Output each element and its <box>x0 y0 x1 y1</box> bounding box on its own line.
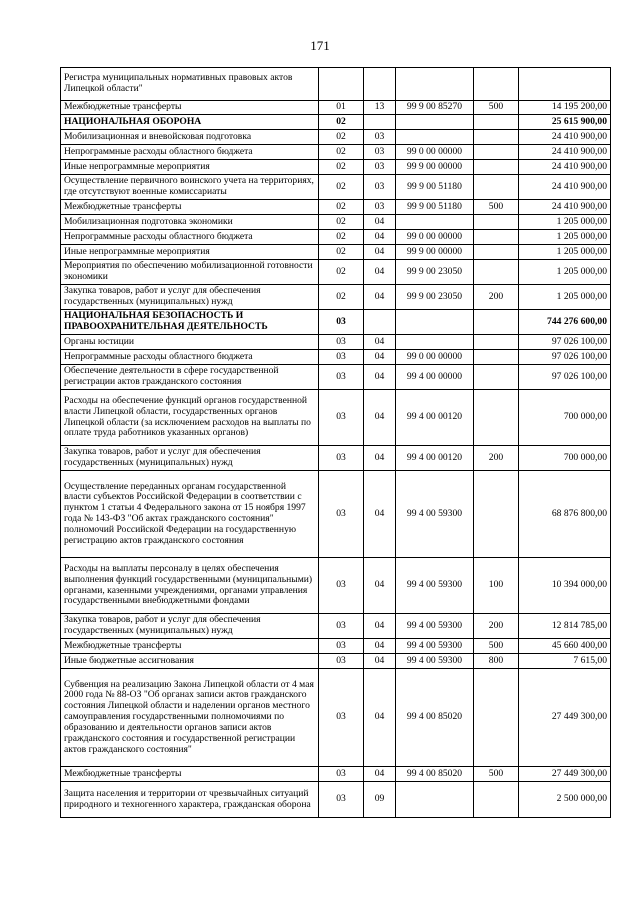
cell-expense-type <box>474 335 519 350</box>
cell-expense-type <box>474 230 519 245</box>
cell-target-article: 99 4 00 59300 <box>396 654 474 669</box>
cell-expense-type: 500 <box>474 639 519 654</box>
cell-subsection: 04 <box>364 471 396 558</box>
cell-subsection: 04 <box>364 215 396 230</box>
cell-amount <box>519 68 611 101</box>
table-row <box>61 130 611 145</box>
cell-section: 03 <box>319 446 364 471</box>
table-row <box>61 446 611 471</box>
cell-section: 01 <box>319 101 364 115</box>
cell-section: 02 <box>319 115 364 130</box>
cell-expense-type <box>474 245 519 260</box>
cell-section: 03 <box>319 558 364 614</box>
cell-section: 03 <box>319 767 364 782</box>
cell-amount: 700 000,00 <box>519 446 611 471</box>
table-row <box>61 335 611 350</box>
cell-section: 03 <box>319 471 364 558</box>
cell-name: Осуществление переданных органам государственной власти субъектов Российской Федерации в соответствии с пунктом 1 статьи 4 Федерального закона от 15 ноября 1997 года № 143-ФЗ "Об актах гражданского состояния" полномочий Российской Федерации на государственную регистрацию актов гражданского состояния <box>61 471 319 558</box>
cell-amount: 1 205 000,00 <box>519 260 611 285</box>
cell-subsection: 13 <box>364 101 396 115</box>
cell-amount: 24 410 900,00 <box>519 175 611 200</box>
cell-target-article: 99 4 00 59300 <box>396 558 474 614</box>
cell-section: 03 <box>319 350 364 365</box>
cell-name: Регистра муниципальных нормативных правовых актов Липецкой области" <box>61 68 319 101</box>
table-row <box>61 115 611 130</box>
cell-section: 03 <box>319 614 364 639</box>
cell-name: Непрограммные расходы областного бюджета <box>61 350 319 365</box>
cell-amount: 24 410 900,00 <box>519 200 611 215</box>
cell-section: 02 <box>319 200 364 215</box>
table-row <box>61 654 611 669</box>
cell-name: Расходы на обеспечение функций органов государственной власти Липецкой области, государственных органов Липецкой области (за исключением расходов на выплаты по оплате труда работников указанных органов) <box>61 390 319 446</box>
cell-section: 02 <box>319 160 364 175</box>
cell-target-article <box>396 68 474 101</box>
cell-amount: 27 449 300,00 <box>519 767 611 782</box>
table-row <box>61 245 611 260</box>
cell-expense-type <box>474 145 519 160</box>
cell-target-article: 99 4 00 59300 <box>396 471 474 558</box>
cell-section: 03 <box>319 310 364 335</box>
cell-target-article: 99 4 00 00120 <box>396 390 474 446</box>
cell-subsection: 09 <box>364 782 396 818</box>
cell-section: 03 <box>319 669 364 767</box>
cell-expense-type <box>474 365 519 390</box>
cell-subsection: 04 <box>364 390 396 446</box>
cell-expense-type: 800 <box>474 654 519 669</box>
cell-name: Закупка товаров, работ и услуг для обеспечения государственных (муниципальных) нужд <box>61 446 319 471</box>
table-row <box>61 782 611 818</box>
cell-subsection: 04 <box>364 335 396 350</box>
cell-subsection <box>364 68 396 101</box>
table-row <box>61 68 611 101</box>
cell-amount: 1 205 000,00 <box>519 215 611 230</box>
cell-section: 02 <box>319 175 364 200</box>
cell-amount: 97 026 100,00 <box>519 365 611 390</box>
cell-name: Закупка товаров, работ и услуг для обеспечения государственных (муниципальных) нужд <box>61 614 319 639</box>
cell-expense-type: 500 <box>474 101 519 115</box>
cell-amount: 2 500 000,00 <box>519 782 611 818</box>
cell-subsection: 04 <box>364 446 396 471</box>
cell-subsection: 03 <box>364 175 396 200</box>
cell-subsection: 04 <box>364 365 396 390</box>
cell-expense-type <box>474 215 519 230</box>
cell-target-article: 99 9 00 51180 <box>396 200 474 215</box>
cell-expense-type <box>474 160 519 175</box>
cell-subsection: 04 <box>364 639 396 654</box>
cell-subsection: 03 <box>364 145 396 160</box>
cell-section: 03 <box>319 639 364 654</box>
table-row <box>61 390 611 446</box>
cell-section: 03 <box>319 654 364 669</box>
cell-name: Мобилизационная и вневойсковая подготовка <box>61 130 319 145</box>
cell-subsection <box>364 310 396 335</box>
cell-target-article <box>396 310 474 335</box>
cell-amount: 12 814 785,00 <box>519 614 611 639</box>
cell-target-article: 99 4 00 00120 <box>396 446 474 471</box>
cell-name: Мероприятия по обеспечению мобилизационной готовности экономики <box>61 260 319 285</box>
table-row <box>61 230 611 245</box>
table-row <box>61 145 611 160</box>
cell-amount: 1 205 000,00 <box>519 230 611 245</box>
cell-name: Межбюджетные трансферты <box>61 101 319 115</box>
cell-amount: 7 615,00 <box>519 654 611 669</box>
cell-target-article: 99 4 00 00000 <box>396 365 474 390</box>
table-row <box>61 614 611 639</box>
cell-subsection: 04 <box>364 558 396 614</box>
table-row <box>61 310 611 335</box>
cell-name: Иные бюджетные ассигнования <box>61 654 319 669</box>
cell-expense-type <box>474 115 519 130</box>
table-row <box>61 639 611 654</box>
cell-section: 02 <box>319 130 364 145</box>
cell-expense-type <box>474 260 519 285</box>
cell-amount: 97 026 100,00 <box>519 350 611 365</box>
cell-target-article: 99 9 00 00000 <box>396 160 474 175</box>
cell-section: 03 <box>319 365 364 390</box>
table-row <box>61 471 611 558</box>
table-row <box>61 767 611 782</box>
cell-name: Межбюджетные трансферты <box>61 639 319 654</box>
cell-amount: 27 449 300,00 <box>519 669 611 767</box>
page-number: 171 <box>310 38 330 53</box>
cell-section: 03 <box>319 390 364 446</box>
cell-expense-type: 200 <box>474 446 519 471</box>
table-row <box>61 285 611 310</box>
table-row <box>61 365 611 390</box>
budget-table <box>60 67 611 818</box>
cell-amount: 24 410 900,00 <box>519 160 611 175</box>
cell-name: Непрограммные расходы областного бюджета <box>61 230 319 245</box>
cell-section: 03 <box>319 335 364 350</box>
cell-amount: 744 276 600,00 <box>519 310 611 335</box>
cell-amount: 97 026 100,00 <box>519 335 611 350</box>
table-row <box>61 175 611 200</box>
cell-expense-type: 200 <box>474 285 519 310</box>
table-row <box>61 260 611 285</box>
cell-subsection: 04 <box>364 654 396 669</box>
cell-name: Расходы на выплаты персоналу в целях обеспечения выполнения функций государственными (муниципальными) органами, казенными учреждениями, органами управления государственными внебюджетными фондами <box>61 558 319 614</box>
cell-amount: 45 660 400,00 <box>519 639 611 654</box>
cell-expense-type: 500 <box>474 767 519 782</box>
cell-amount: 10 394 000,00 <box>519 558 611 614</box>
cell-section: 02 <box>319 230 364 245</box>
table-row <box>61 215 611 230</box>
cell-name: Межбюджетные трансферты <box>61 200 319 215</box>
cell-amount: 700 000,00 <box>519 390 611 446</box>
cell-section: 02 <box>319 145 364 160</box>
cell-target-article: 99 9 00 85270 <box>396 101 474 115</box>
cell-amount: 1 205 000,00 <box>519 285 611 310</box>
cell-target-article: 99 0 00 00000 <box>396 350 474 365</box>
cell-section: 02 <box>319 245 364 260</box>
cell-target-article <box>396 335 474 350</box>
cell-subsection: 04 <box>364 614 396 639</box>
cell-expense-type <box>474 669 519 767</box>
cell-subsection <box>364 115 396 130</box>
cell-target-article: 99 4 00 59300 <box>396 639 474 654</box>
table-row <box>61 200 611 215</box>
cell-target-article <box>396 130 474 145</box>
table-row <box>61 101 611 115</box>
cell-expense-type <box>474 175 519 200</box>
cell-section: 03 <box>319 782 364 818</box>
cell-amount: 14 195 200,00 <box>519 101 611 115</box>
cell-name: Мобилизационная подготовка экономики <box>61 215 319 230</box>
cell-expense-type <box>474 310 519 335</box>
cell-subsection: 04 <box>364 260 396 285</box>
cell-section: 02 <box>319 285 364 310</box>
cell-target-article: 99 9 00 23050 <box>396 260 474 285</box>
cell-section <box>319 68 364 101</box>
cell-name: Непрограммные расходы областного бюджета <box>61 145 319 160</box>
cell-amount: 25 615 900,00 <box>519 115 611 130</box>
cell-amount: 1 205 000,00 <box>519 245 611 260</box>
cell-name: Органы юстиции <box>61 335 319 350</box>
cell-subsection: 03 <box>364 160 396 175</box>
cell-expense-type <box>474 782 519 818</box>
cell-target-article <box>396 115 474 130</box>
cell-target-article: 99 9 00 23050 <box>396 285 474 310</box>
table-row <box>61 669 611 767</box>
cell-subsection: 03 <box>364 200 396 215</box>
cell-target-article: 99 9 00 51180 <box>396 175 474 200</box>
table-row <box>61 350 611 365</box>
cell-name: Осуществление первичного воинского учета на территориях, где отсутствуют военные комиссариаты <box>61 175 319 200</box>
cell-target-article: 99 4 00 59300 <box>396 614 474 639</box>
cell-name: Иные непрограммные мероприятия <box>61 160 319 175</box>
cell-subsection: 04 <box>364 767 396 782</box>
cell-section: 02 <box>319 215 364 230</box>
cell-name: Иные непрограммные мероприятия <box>61 245 319 260</box>
cell-expense-type <box>474 68 519 101</box>
cell-name: Субвенция на реализацию Закона Липецкой области от 4 мая 2000 года № 88-ОЗ "Об органах записи актов гражданского состояния Липецкой области и наделении органов местного самоуправления государственными полномочиями по образованию и деятельности органов записи актов гражданского состояния и государственной регистрации актов гражданского состояния" <box>61 669 319 767</box>
cell-name: Обеспечение деятельности в сфере государственной регистрации актов гражданского состояния <box>61 365 319 390</box>
cell-target-article: 99 0 00 00000 <box>396 230 474 245</box>
cell-expense-type <box>474 130 519 145</box>
cell-section: 02 <box>319 260 364 285</box>
cell-name: Межбюджетные трансферты <box>61 767 319 782</box>
cell-target-article: 99 4 00 85020 <box>396 669 474 767</box>
cell-name: НАЦИОНАЛЬНАЯ БЕЗОПАСНОСТЬ И ПРАВООХРАНИТЕЛЬНАЯ ДЕЯТЕЛЬНОСТЬ <box>61 310 319 335</box>
cell-subsection: 04 <box>364 285 396 310</box>
cell-expense-type <box>474 471 519 558</box>
cell-subsection: 04 <box>364 245 396 260</box>
cell-expense-type: 200 <box>474 614 519 639</box>
cell-expense-type <box>474 350 519 365</box>
cell-amount: 24 410 900,00 <box>519 145 611 160</box>
cell-target-article: 99 9 00 00000 <box>396 245 474 260</box>
cell-subsection: 04 <box>364 350 396 365</box>
cell-name: Защита населения и территории от чрезвычайных ситуаций природного и техногенного характера, гражданская оборона <box>61 782 319 818</box>
cell-subsection: 04 <box>364 669 396 767</box>
cell-target-article <box>396 215 474 230</box>
table-row <box>61 558 611 614</box>
cell-subsection: 04 <box>364 230 396 245</box>
cell-target-article: 99 4 00 85020 <box>396 767 474 782</box>
cell-expense-type <box>474 390 519 446</box>
cell-subsection: 03 <box>364 130 396 145</box>
cell-expense-type: 500 <box>474 200 519 215</box>
cell-name: Закупка товаров, работ и услуг для обеспечения государственных (муниципальных) нужд <box>61 285 319 310</box>
cell-amount: 24 410 900,00 <box>519 130 611 145</box>
table-row <box>61 160 611 175</box>
cell-expense-type: 100 <box>474 558 519 614</box>
budget-table-body <box>61 68 611 818</box>
cell-target-article <box>396 782 474 818</box>
cell-name: НАЦИОНАЛЬНАЯ ОБОРОНА <box>61 115 319 130</box>
cell-amount: 68 876 800,00 <box>519 471 611 558</box>
cell-target-article: 99 0 00 00000 <box>396 145 474 160</box>
